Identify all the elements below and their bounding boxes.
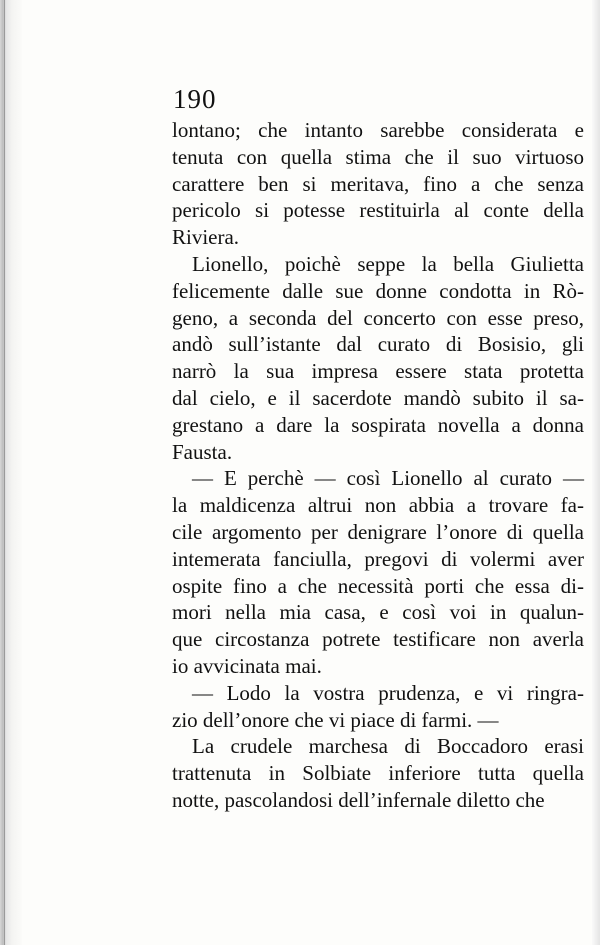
text-line: pericolo si potesse restituirla al conte della [172,198,584,223]
paragraph [172,465,584,679]
book-gutter [0,0,22,945]
text-line: trattenuta in Solbiate inferiore tutta quella [172,761,584,786]
text-line: io avvicinata mai. [172,653,322,678]
text-line: Fausta. [172,439,233,464]
text-line: Riviera. [172,225,240,250]
text-line: zio dell’onore che vi piace di farmi. — [172,707,499,732]
text-line: La crudele marchesa di Boccadoro erasi [192,734,584,759]
text-line: narrò la sua impresa essere stata protetta [172,359,584,384]
text-line: intemerata fanciulla, pregovi di volermi aver [172,546,584,571]
text-line: ospite fino a che necessità porti che essa di- [172,573,584,598]
text-line: dal cielo, e il sacerdote mandò subito il sa- [172,385,584,410]
paragraph [172,251,584,465]
text-line: que circostanza potrete testificare non averla [172,627,584,652]
text-line: la maldicenza altrui non abbia a trovare fa- [172,493,584,518]
page-number: 190 [173,84,217,114]
text-line: — Lodo la vostra prudenza, e vi ringra- [192,680,584,705]
text-line: Lionello, poichè seppe la bella Giulietta [192,251,584,276]
text-line: grestano a dare la sospirata novella a donna [172,412,584,437]
paragraph [172,733,584,813]
text-line: andò sull’istante dal curato di Bosisio, gli [172,332,584,357]
text-line: tenuta con quella stima che il suo virtuoso [172,144,584,169]
text-line: carattere ben si meritava, fino a che senza [172,171,584,196]
paragraph [172,680,584,734]
text-line: — E perchè — così Lionello al curato — [192,466,584,491]
page-edge [592,0,600,945]
text-line: cile argomento per denigrare l’onore di quella [172,519,584,544]
text-line: mori nella mia casa, e così voi in qualun- [172,600,584,625]
body-text [172,117,584,814]
paragraph [172,117,584,251]
text-line: felicemente dalle sue donne condotta in Rò- [172,278,584,303]
text-line: notte, pascolandosi dell’infernale diletto che [172,787,545,812]
text-line: geno, a seconda del concerto con esse preso, [172,305,584,330]
text-line: lontano; che intanto sarebbe considerata e [172,118,584,142]
